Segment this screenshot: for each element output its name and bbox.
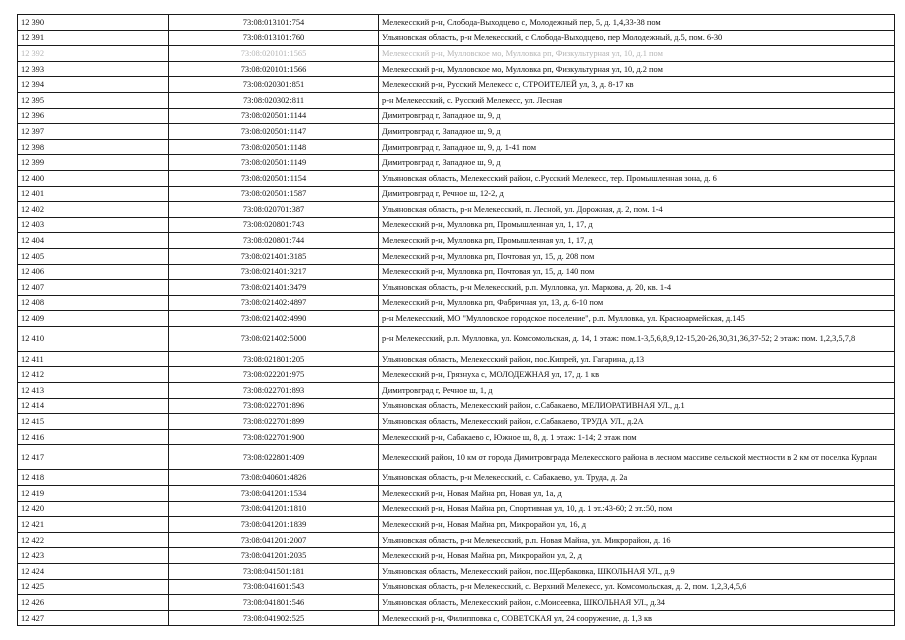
- cadastral-number-cell: 73:08:022201:975: [169, 367, 379, 383]
- row-number-cell: 12 414: [18, 398, 169, 414]
- table-row: [18, 233, 895, 249]
- address-cell: Димитровград г, Западное ш, 9, д: [379, 108, 895, 124]
- address-cell: Димитровград г, Речное ш, 1, д: [379, 383, 895, 399]
- cadastral-number-cell: 73:08:020501:1147: [169, 124, 379, 140]
- address-cell: Мелекесский р-н, Русский Мелекесс с, СТРОИТЕЛЕЙ ул, 3, д. 8-17 кв: [379, 77, 895, 93]
- address-cell: Мелекесский р-н, Новая Майна рп, Микрорайон ул, 2, д: [379, 548, 895, 564]
- cadastral-number-cell: 73:08:020302:811: [169, 92, 379, 108]
- table-row: [18, 579, 895, 595]
- address-cell: Мелекесский район, 10 км от города Димитровграда Мелекесского района в лесном массиве сельской местности в 2 км от поселка Курлан: [379, 445, 895, 470]
- table-row: [18, 248, 895, 264]
- cadastral-number-cell: 73:08:020101:1566: [169, 61, 379, 77]
- address-cell: Мелекесский р-н, Слобода-Выходцево с, Молодежный пер, 5, д. 1,4,33-38 пом: [379, 15, 895, 31]
- row-number-cell: 12 403: [18, 217, 169, 233]
- row-number-cell: 12 424: [18, 564, 169, 580]
- cadastre-table: [17, 14, 895, 626]
- table-row: [18, 445, 895, 470]
- address-cell: Мелекесский р-н, Мулловка рп, Промышленная ул, 1, 17, д: [379, 217, 895, 233]
- row-number-cell: 12 398: [18, 139, 169, 155]
- address-cell: Ульяновская область, Мелекесский район, с.Моисеевка, ШКОЛЬНАЯ УЛ., д.34: [379, 595, 895, 611]
- address-cell: Ульяновская область, р-н Мелекесский, с Слобода-Выходцево, пер Молодежный, д.5, пом. 6-30: [379, 30, 895, 46]
- cadastral-number-cell: 73:08:041201:2007: [169, 532, 379, 548]
- address-cell: Мелекесский р-н, Филипповка с, СОВЕТСКАЯ ул, 24 сооружение, д. 1,3 кв: [379, 610, 895, 626]
- cadastral-number-cell: 73:08:020801:743: [169, 217, 379, 233]
- row-number-cell: 12 404: [18, 233, 169, 249]
- row-number-cell: 12 396: [18, 108, 169, 124]
- row-number-cell: 12 391: [18, 30, 169, 46]
- cadastral-number-cell: 73:08:020501:1154: [169, 170, 379, 186]
- row-number-cell: 12 397: [18, 124, 169, 140]
- row-number-cell: 12 390: [18, 15, 169, 31]
- row-number-cell: 12 423: [18, 548, 169, 564]
- row-number-cell: 12 408: [18, 295, 169, 311]
- cadastral-number-cell: 73:08:021801:205: [169, 351, 379, 367]
- address-cell: Мелекесский р-н, Мулловское мо, Мулловка рп, Физкультурная ул, 10, д.2 пом: [379, 61, 895, 77]
- address-cell: Ульяновская область, р-н Мелекесский, п. Лесной, ул. Дорожная, д. 2, пом. 1-4: [379, 202, 895, 218]
- cadastral-number-cell: 73:08:021402:5000: [169, 326, 379, 351]
- address-cell: Ульяновская область, Мелекесский район, пос.Кипрей, ул. Гагарина, д.13: [379, 351, 895, 367]
- row-number-cell: 12 406: [18, 264, 169, 280]
- table-row: [18, 108, 895, 124]
- row-number-cell: 12 401: [18, 186, 169, 202]
- address-cell: Мелекесский р-н, Мулловка рп, Фабричная ул, 13, д. 6-10 пом: [379, 295, 895, 311]
- cadastral-number-cell: 73:08:041201:2035: [169, 548, 379, 564]
- cadastral-number-cell: 73:08:022701:896: [169, 398, 379, 414]
- cadastral-number-cell: 73:08:020701:387: [169, 202, 379, 218]
- table-row: [18, 170, 895, 186]
- row-number-cell: 12 402: [18, 202, 169, 218]
- row-number-cell: 12 400: [18, 170, 169, 186]
- row-number-cell: 12 399: [18, 155, 169, 171]
- cadastral-number-cell: 73:08:020501:1149: [169, 155, 379, 171]
- address-cell: р-н Мелекесский, МО "Мулловское городское поселение", р.п. Мулловка, ул. Красноармейская, д.145: [379, 311, 895, 327]
- row-number-cell: 12 393: [18, 61, 169, 77]
- address-cell: Ульяновская область, р-н Мелекесский, р.п. Новая Майна, ул. Микрорайон, д. 16: [379, 532, 895, 548]
- cadastral-number-cell: 73:08:041201:1839: [169, 517, 379, 533]
- cadastral-number-cell: 73:08:020501:1587: [169, 186, 379, 202]
- address-cell: Ульяновская область, Мелекесский район, с.Русский Мелекесс, тер. Промышленная зона, д. 6: [379, 170, 895, 186]
- cadastral-number-cell: 73:08:020101:1565: [169, 46, 379, 62]
- table-row: [18, 470, 895, 486]
- cadastral-number-cell: 73:08:021402:4897: [169, 295, 379, 311]
- row-number-cell: 12 407: [18, 280, 169, 296]
- address-cell: Мелекесский р-н, Новая Майна рп, Микрорайон ул, 16, д: [379, 517, 895, 533]
- address-cell: Димитровград г, Западное ш, 9, д: [379, 124, 895, 140]
- address-cell: Ульяновская область, р-н Мелекесский, с. Сабакаево, ул. Труда, д. 2а: [379, 470, 895, 486]
- row-number-cell: 12 415: [18, 414, 169, 430]
- table-row: [18, 264, 895, 280]
- address-cell: Ульяновская область, Мелекесский район, с.Сабакаево, ТРУДА УЛ., д.2А: [379, 414, 895, 430]
- table-row: [18, 398, 895, 414]
- table-row: [18, 351, 895, 367]
- row-number-cell: 12 411: [18, 351, 169, 367]
- address-cell: Мелекесский р-н, Новая Майна рп, Спортивная ул, 10, д. 1 эт.:43-60; 2 эт.:50, пом: [379, 501, 895, 517]
- table-row: [18, 30, 895, 46]
- cadastral-number-cell: 73:08:040601:4826: [169, 470, 379, 486]
- address-cell: Мелекесский р-н, Грязнуха с, МОЛОДЕЖНАЯ ул, 17, д. 1 кв: [379, 367, 895, 383]
- table-row: [18, 564, 895, 580]
- row-number-cell: 12 394: [18, 77, 169, 93]
- table-row: [18, 326, 895, 351]
- address-cell: Ульяновская область, р-н Мелекесский, р.п. Мулловка, ул. Маркова, д. 20, кв. 1-4: [379, 280, 895, 296]
- address-cell: Ульяновская область, р-н Мелекесский, с. Верхний Мелекесс, ул. Комсомольская, д. 2, пом. 1,2,3,4,5,6: [379, 579, 895, 595]
- row-number-cell: 12 410: [18, 326, 169, 351]
- cadastral-number-cell: 73:08:020301:851: [169, 77, 379, 93]
- cadastral-number-cell: 73:08:020501:1144: [169, 108, 379, 124]
- row-number-cell: 12 405: [18, 248, 169, 264]
- row-number-cell: 12 418: [18, 470, 169, 486]
- table-row: [18, 532, 895, 548]
- table-row: [18, 610, 895, 626]
- table-row: [18, 383, 895, 399]
- row-number-cell: 12 426: [18, 595, 169, 611]
- address-cell: Мелекесский р-н, Мулловка рп, Почтовая ул, 15, д. 208 пом: [379, 248, 895, 264]
- address-cell: р-н Мелекесский, с. Русский Мелекесс, ул. Лесная: [379, 92, 895, 108]
- table-row: [18, 367, 895, 383]
- cadastral-number-cell: 73:08:013101:754: [169, 15, 379, 31]
- cadastral-number-cell: 73:08:021401:3479: [169, 280, 379, 296]
- address-cell: Димитровград г, Западное ш, 9, д: [379, 155, 895, 171]
- table-row: [18, 501, 895, 517]
- table-row: [18, 124, 895, 140]
- cadastral-number-cell: 73:08:021401:3217: [169, 264, 379, 280]
- cadastral-number-cell: 73:08:041501:181: [169, 564, 379, 580]
- table-row: [18, 61, 895, 77]
- address-cell: Мелекесский р-н, Мулловское мо, Мулловка рп, Физкультурная ул, 10, д.1 пом: [379, 46, 895, 62]
- table-row: [18, 217, 895, 233]
- cadastral-number-cell: 73:08:020501:1148: [169, 139, 379, 155]
- cadastral-number-cell: 73:08:041902:525: [169, 610, 379, 626]
- row-number-cell: 12 417: [18, 445, 169, 470]
- address-cell: Димитровград г, Западное ш, 9, д. 1-41 пом: [379, 139, 895, 155]
- address-cell: Ульяновская область, Мелекесский район, пос.Щербаковка, ШКОЛЬНАЯ УЛ., д.9: [379, 564, 895, 580]
- address-cell: Мелекесский р-н, Новая Майна рп, Новая ул, 1а, д: [379, 486, 895, 502]
- row-number-cell: 12 419: [18, 486, 169, 502]
- table-row: [18, 486, 895, 502]
- table-row: [18, 517, 895, 533]
- table-row: [18, 139, 895, 155]
- cadastral-number-cell: 73:08:021402:4990: [169, 311, 379, 327]
- table-row: [18, 15, 895, 31]
- row-number-cell: 12 421: [18, 517, 169, 533]
- row-number-cell: 12 422: [18, 532, 169, 548]
- table-row: [18, 92, 895, 108]
- cadastral-number-cell: 73:08:041601:543: [169, 579, 379, 595]
- row-number-cell: 12 427: [18, 610, 169, 626]
- row-number-cell: 12 412: [18, 367, 169, 383]
- cadastral-number-cell: 73:08:041801:546: [169, 595, 379, 611]
- table-row: [18, 295, 895, 311]
- cadastral-number-cell: 73:08:041201:1810: [169, 501, 379, 517]
- address-cell: Мелекесский р-н, Мулловка рп, Промышленная ул, 1, 17, д: [379, 233, 895, 249]
- table-row: [18, 595, 895, 611]
- cadastral-number-cell: 73:08:022701:900: [169, 429, 379, 445]
- cadastral-number-cell: 73:08:022701:899: [169, 414, 379, 430]
- table-row: [18, 202, 895, 218]
- address-cell: р-н Мелекесский, р.п. Мулловка, ул. Комсомольская, д. 14, 1 этаж: пом.1-3,5,6,8,9,12-15,20-26,30,31,36,37-52; 2 этаж: пом. 1,2,3,5,7,8: [379, 326, 895, 351]
- table-row: [18, 429, 895, 445]
- table-row: [18, 186, 895, 202]
- table-row: [18, 155, 895, 171]
- cadastral-number-cell: 73:08:041201:1534: [169, 486, 379, 502]
- table-row: [18, 311, 895, 327]
- row-number-cell: 12 409: [18, 311, 169, 327]
- row-number-cell: 12 395: [18, 92, 169, 108]
- cadastral-number-cell: 73:08:021401:3185: [169, 248, 379, 264]
- row-number-cell: 12 420: [18, 501, 169, 517]
- table-row: [18, 46, 895, 62]
- table-row: [18, 77, 895, 93]
- address-cell: Димитровград г, Речное ш, 12-2, д: [379, 186, 895, 202]
- row-number-cell: 12 416: [18, 429, 169, 445]
- address-cell: Мелекесский р-н, Мулловка рп, Почтовая ул, 15, д. 140 пом: [379, 264, 895, 280]
- table-row: [18, 414, 895, 430]
- cadastral-number-cell: 73:08:020801:744: [169, 233, 379, 249]
- row-number-cell: 12 413: [18, 383, 169, 399]
- cadastral-number-cell: 73:08:013101:760: [169, 30, 379, 46]
- address-cell: Ульяновская область, Мелекесский район, с.Сабакаево, МЕЛИОРАТИВНАЯ УЛ., д.1: [379, 398, 895, 414]
- table-row: [18, 280, 895, 296]
- address-cell: Мелекесский р-н, Сабакаево с, Южное ш, 8, д. 1 этаж: 1-14; 2 этаж пом: [379, 429, 895, 445]
- table-body: [18, 15, 895, 626]
- row-number-cell: 12 392: [18, 46, 169, 62]
- cadastral-number-cell: 73:08:022701:893: [169, 383, 379, 399]
- table-row: [18, 548, 895, 564]
- cadastral-number-cell: 73:08:022801:409: [169, 445, 379, 470]
- row-number-cell: 12 425: [18, 579, 169, 595]
